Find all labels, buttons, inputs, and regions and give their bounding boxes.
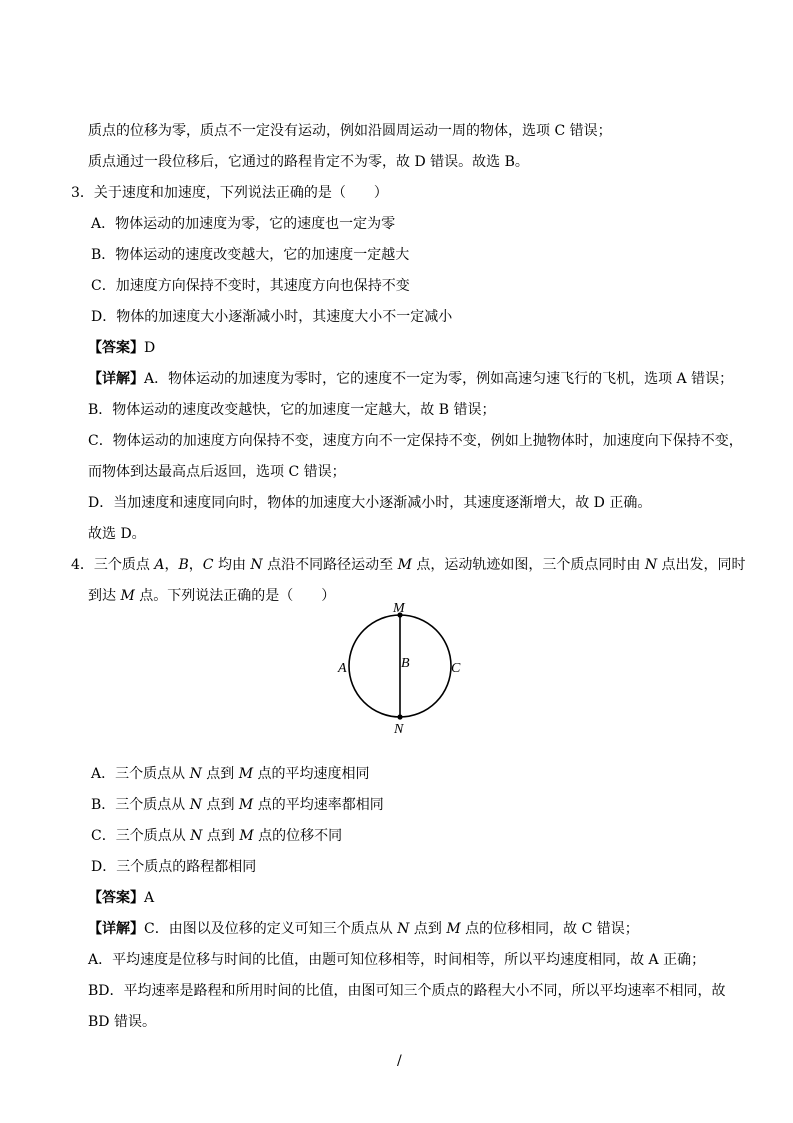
question-4-option-c [91, 827, 342, 845]
option-text: 点到 [202, 828, 240, 844]
trajectory-figure [333, 598, 473, 738]
solution-line: 质点通过一段位移后，它通过的路程肯定不为零，故 D 错误。故选 B。 [88, 154, 529, 170]
explanation-line: C．物体运动的加速度方向保持不变，速度方向不一定保持不变，例如上抛物体时，加速度向下保持不变， [88, 433, 743, 449]
label-b: B [401, 656, 410, 671]
option-text: B．三个质点从 [91, 797, 190, 813]
question-3-option-a: A．物体运动的加速度为零，它的速度也一定为零 [91, 216, 396, 232]
var-n: N [250, 557, 263, 573]
stem-text: 点沿不同路径运动至 [262, 557, 398, 573]
stem-text: ， [164, 557, 179, 573]
explain-text: 点的位移相同，故 C 错误； [460, 921, 639, 937]
explain-text: 点到 [409, 921, 447, 937]
stem-text: 点，运动轨迹如图，三个质点同时由 [411, 557, 645, 573]
explanation-line: B．物体运动的速度改变越快，它的加速度一定越大，故 B 错误； [88, 402, 496, 418]
option-text: C．三个质点从 [91, 828, 191, 844]
question-4-explanation [88, 920, 639, 938]
question-4-option-a [91, 765, 370, 783]
explain-label: 【详解】 [88, 371, 144, 387]
explanation-line: BD 错误。 [88, 1014, 156, 1030]
question-3-option-d: D．物体的加速度大小逐渐减小时，其速度大小不一定减小 [91, 309, 453, 325]
option-text: 点的平均速度相同 [253, 766, 370, 782]
var-m: M [397, 557, 412, 573]
explain-label: 【详解】 [88, 921, 144, 937]
label-n: N [394, 722, 404, 737]
var-c: C [202, 557, 214, 573]
question-4-answer [88, 889, 154, 907]
question-4-stem [71, 556, 746, 574]
answer-value: D [144, 340, 156, 356]
stem-text: 点。下列说法正确的是（ ） [134, 588, 336, 604]
question-3-stem: 3．关于速度和加速度，下列说法正确的是（ ） [71, 185, 388, 201]
question-4-stem-line2 [88, 587, 335, 605]
var-n: N [190, 828, 203, 844]
label-c: C [451, 661, 461, 676]
answer-label: 【答案】 [88, 890, 144, 906]
label-m: M [393, 601, 405, 616]
label-a: A [338, 661, 347, 676]
question-3-answer [88, 339, 155, 357]
var-m: M [446, 921, 461, 937]
question-3-option-c: C．加速度方向保持不变时，其速度方向也保持不变 [91, 278, 410, 294]
stem-text: 4．三个质点 [71, 557, 155, 573]
explain-text: C．由图以及位移的定义可知三个质点从 [144, 921, 398, 937]
question-4-option-b [91, 796, 384, 814]
answer-label: 【答案】 [88, 340, 144, 356]
explanation-line: BD．平均速率是路程和所用时间的比值，由图可知三个质点的路程大小不同，所以平均速率不相同，故 [88, 983, 726, 999]
solution-line: 质点的位移为零，质点不一定没有运动，例如沿圆周运动一周的物体，选项 C 错误； [88, 123, 612, 139]
var-m: M [238, 766, 254, 782]
option-text: 点的位移不同 [253, 828, 343, 844]
question-3-explanation [88, 370, 733, 388]
point-n-dot [397, 714, 402, 719]
var-m: M [238, 797, 254, 813]
option-text: A．三个质点从 [91, 766, 190, 782]
var-b: B [178, 557, 189, 573]
stem-text: 点出发，同时 [657, 557, 746, 573]
option-text: 点的平均速率都相同 [253, 797, 384, 813]
stem-text: ， [188, 557, 203, 573]
explanation-line: 而物体到达最高点后返回，选项 C 错误； [88, 464, 346, 480]
explanation-line: D．当加速度和速度同向时，物体的加速度大小逐渐减小时，其速度逐渐增大，故 D 正确。 [88, 495, 652, 511]
explain-text: A．物体运动的加速度为零时，它的速度不一定为零，例如高速匀速飞行的飞机，选项 A 错误； [144, 371, 734, 387]
var-n: N [397, 921, 410, 937]
page-footer: / [397, 1053, 402, 1069]
option-text: 点到 [202, 797, 239, 813]
var-n: N [189, 797, 202, 813]
stem-text: 到达 [88, 588, 121, 604]
answer-value: A [144, 890, 155, 906]
explanation-line: 故选 D。 [88, 526, 146, 542]
var-n: N [189, 766, 202, 782]
question-3-option-b: B．物体运动的速度改变越大，它的加速度一定越大 [91, 247, 410, 263]
var-a: A [154, 557, 165, 573]
var-m: M [120, 588, 135, 604]
option-text: 点到 [201, 766, 239, 782]
explanation-line: A．平均速度是位移与时间的比值，由题可知位移相等，时间相等，所以平均速度相同，故 A 正确； [88, 952, 706, 968]
option-text: D．三个质点的路程都相同 [91, 859, 257, 875]
var-n: N [644, 557, 658, 573]
var-m: M [239, 828, 254, 844]
stem-text: 均由 [213, 557, 251, 573]
question-4-option-d [91, 858, 256, 876]
